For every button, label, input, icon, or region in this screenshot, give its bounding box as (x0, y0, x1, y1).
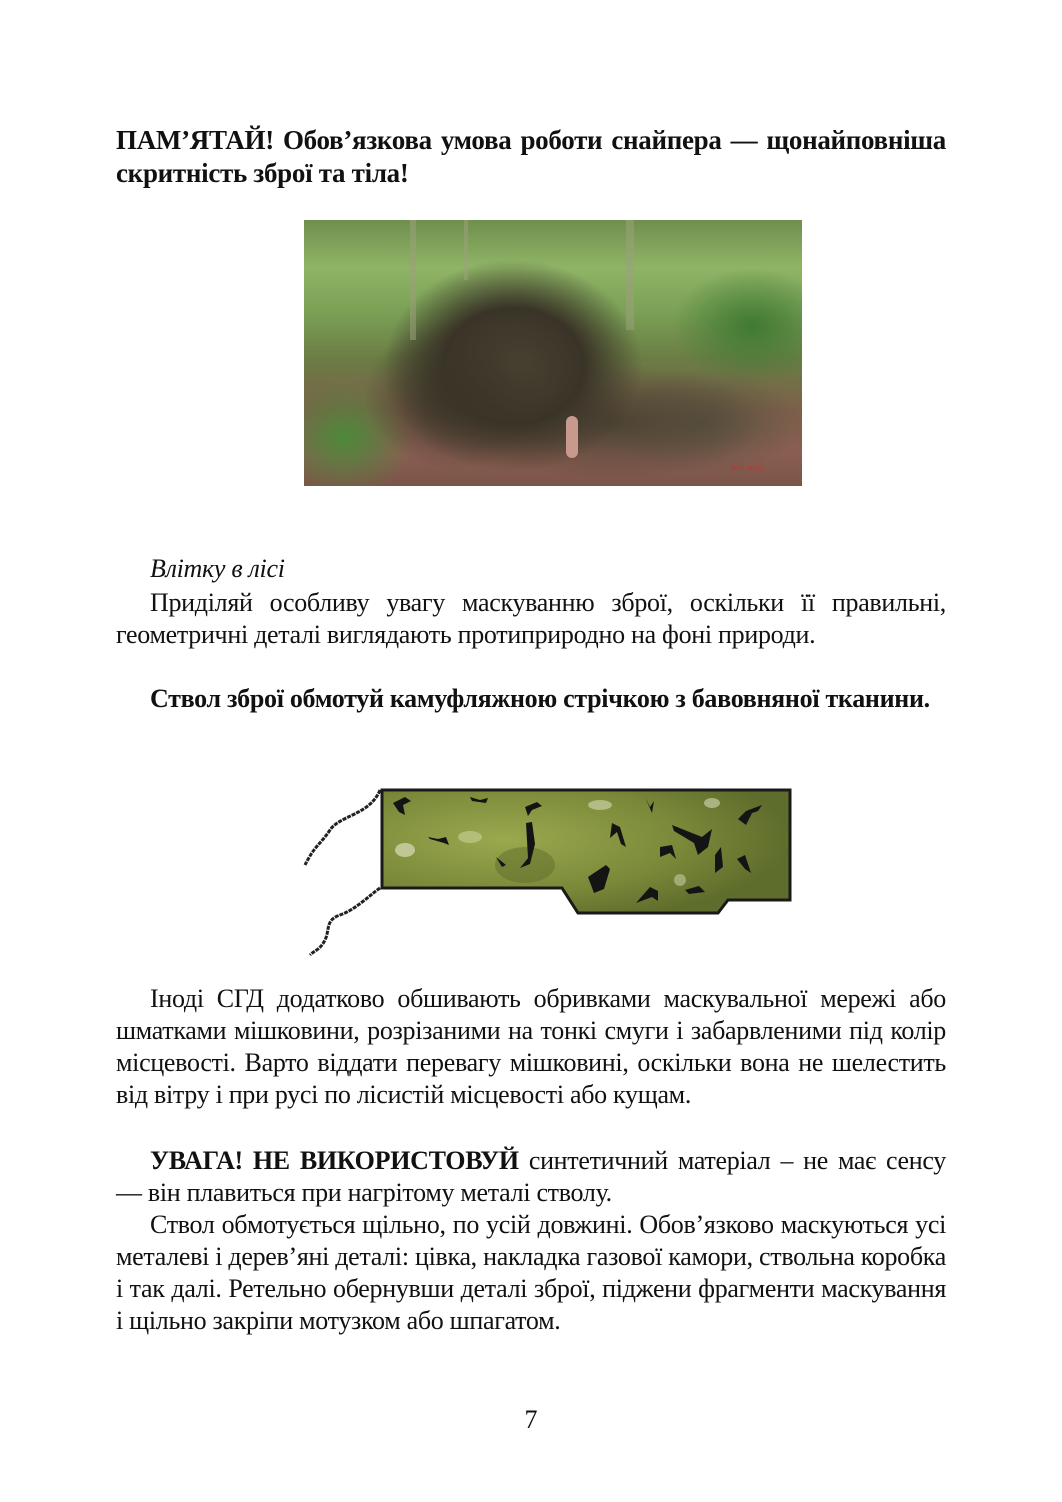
tree-trunk (626, 220, 634, 330)
hand (566, 416, 578, 458)
paragraph-1-text: Приділяй особливу увагу маскуванню зброї, оскільки її правильні, геометричні деталі виглядають протиприродно на фоні природи. (116, 588, 946, 649)
warning-text: Обов’язкова умова роботи снайпера — щонайповніша скритність зброї та тіла! (116, 125, 946, 188)
paragraph-4 (116, 1209, 946, 1337)
section-title-text: Влітку в лісі (150, 554, 285, 583)
photo-watermark: дані сайту (730, 465, 764, 472)
caution-text: синтетичний матеріал – не має сенсу — він плавиться при нагрітому металі стволу. (116, 1146, 947, 1207)
paragraph-2 (116, 983, 946, 1111)
camouflage-tape-illustration (300, 775, 800, 960)
tree-trunk (410, 220, 416, 340)
paragraph-2-text: Іноді СГД додатково обшивають обривками маскувальної мережі або шматками мішковини, розрізаними на тонкі смуги і забарвленими під колір місцевості. Варто віддати перевагу мішковині, оскільки вона не шелестить від вітру і при русі по лісистій місцевості або кущам. (116, 984, 946, 1109)
tree-trunk (464, 220, 468, 280)
warning-lead: ПАМ’ЯТАЙ! (116, 125, 274, 155)
paragraph-3 (116, 1145, 946, 1209)
paragraph-1 (116, 587, 946, 651)
sniper-ghillie-photo (304, 220, 802, 486)
paragraph-bold (116, 683, 946, 715)
caution-lead: УВАГА! НЕ ВИКОРИСТОВУЙ (150, 1146, 519, 1175)
warning-paragraph (116, 124, 946, 190)
paragraph-4-text: Ствол обмотується щільно, по усій довжині. Обов’язково маскуються усі металеві і дерев’яні деталі: цівка, накладка газової камори, ствольна коробка і так далі. Ретельно обернувши деталі зброї, піджени фрагменти маскування і щільно закріпи мотузком або шпагатом. (116, 1210, 946, 1335)
section-title (116, 553, 946, 585)
paragraph-bold-text: Ствол зброї обмотуй камуфляжною стрічкою з бавовняної тканини. (150, 684, 930, 713)
page-number: 7 (524, 1405, 538, 1434)
